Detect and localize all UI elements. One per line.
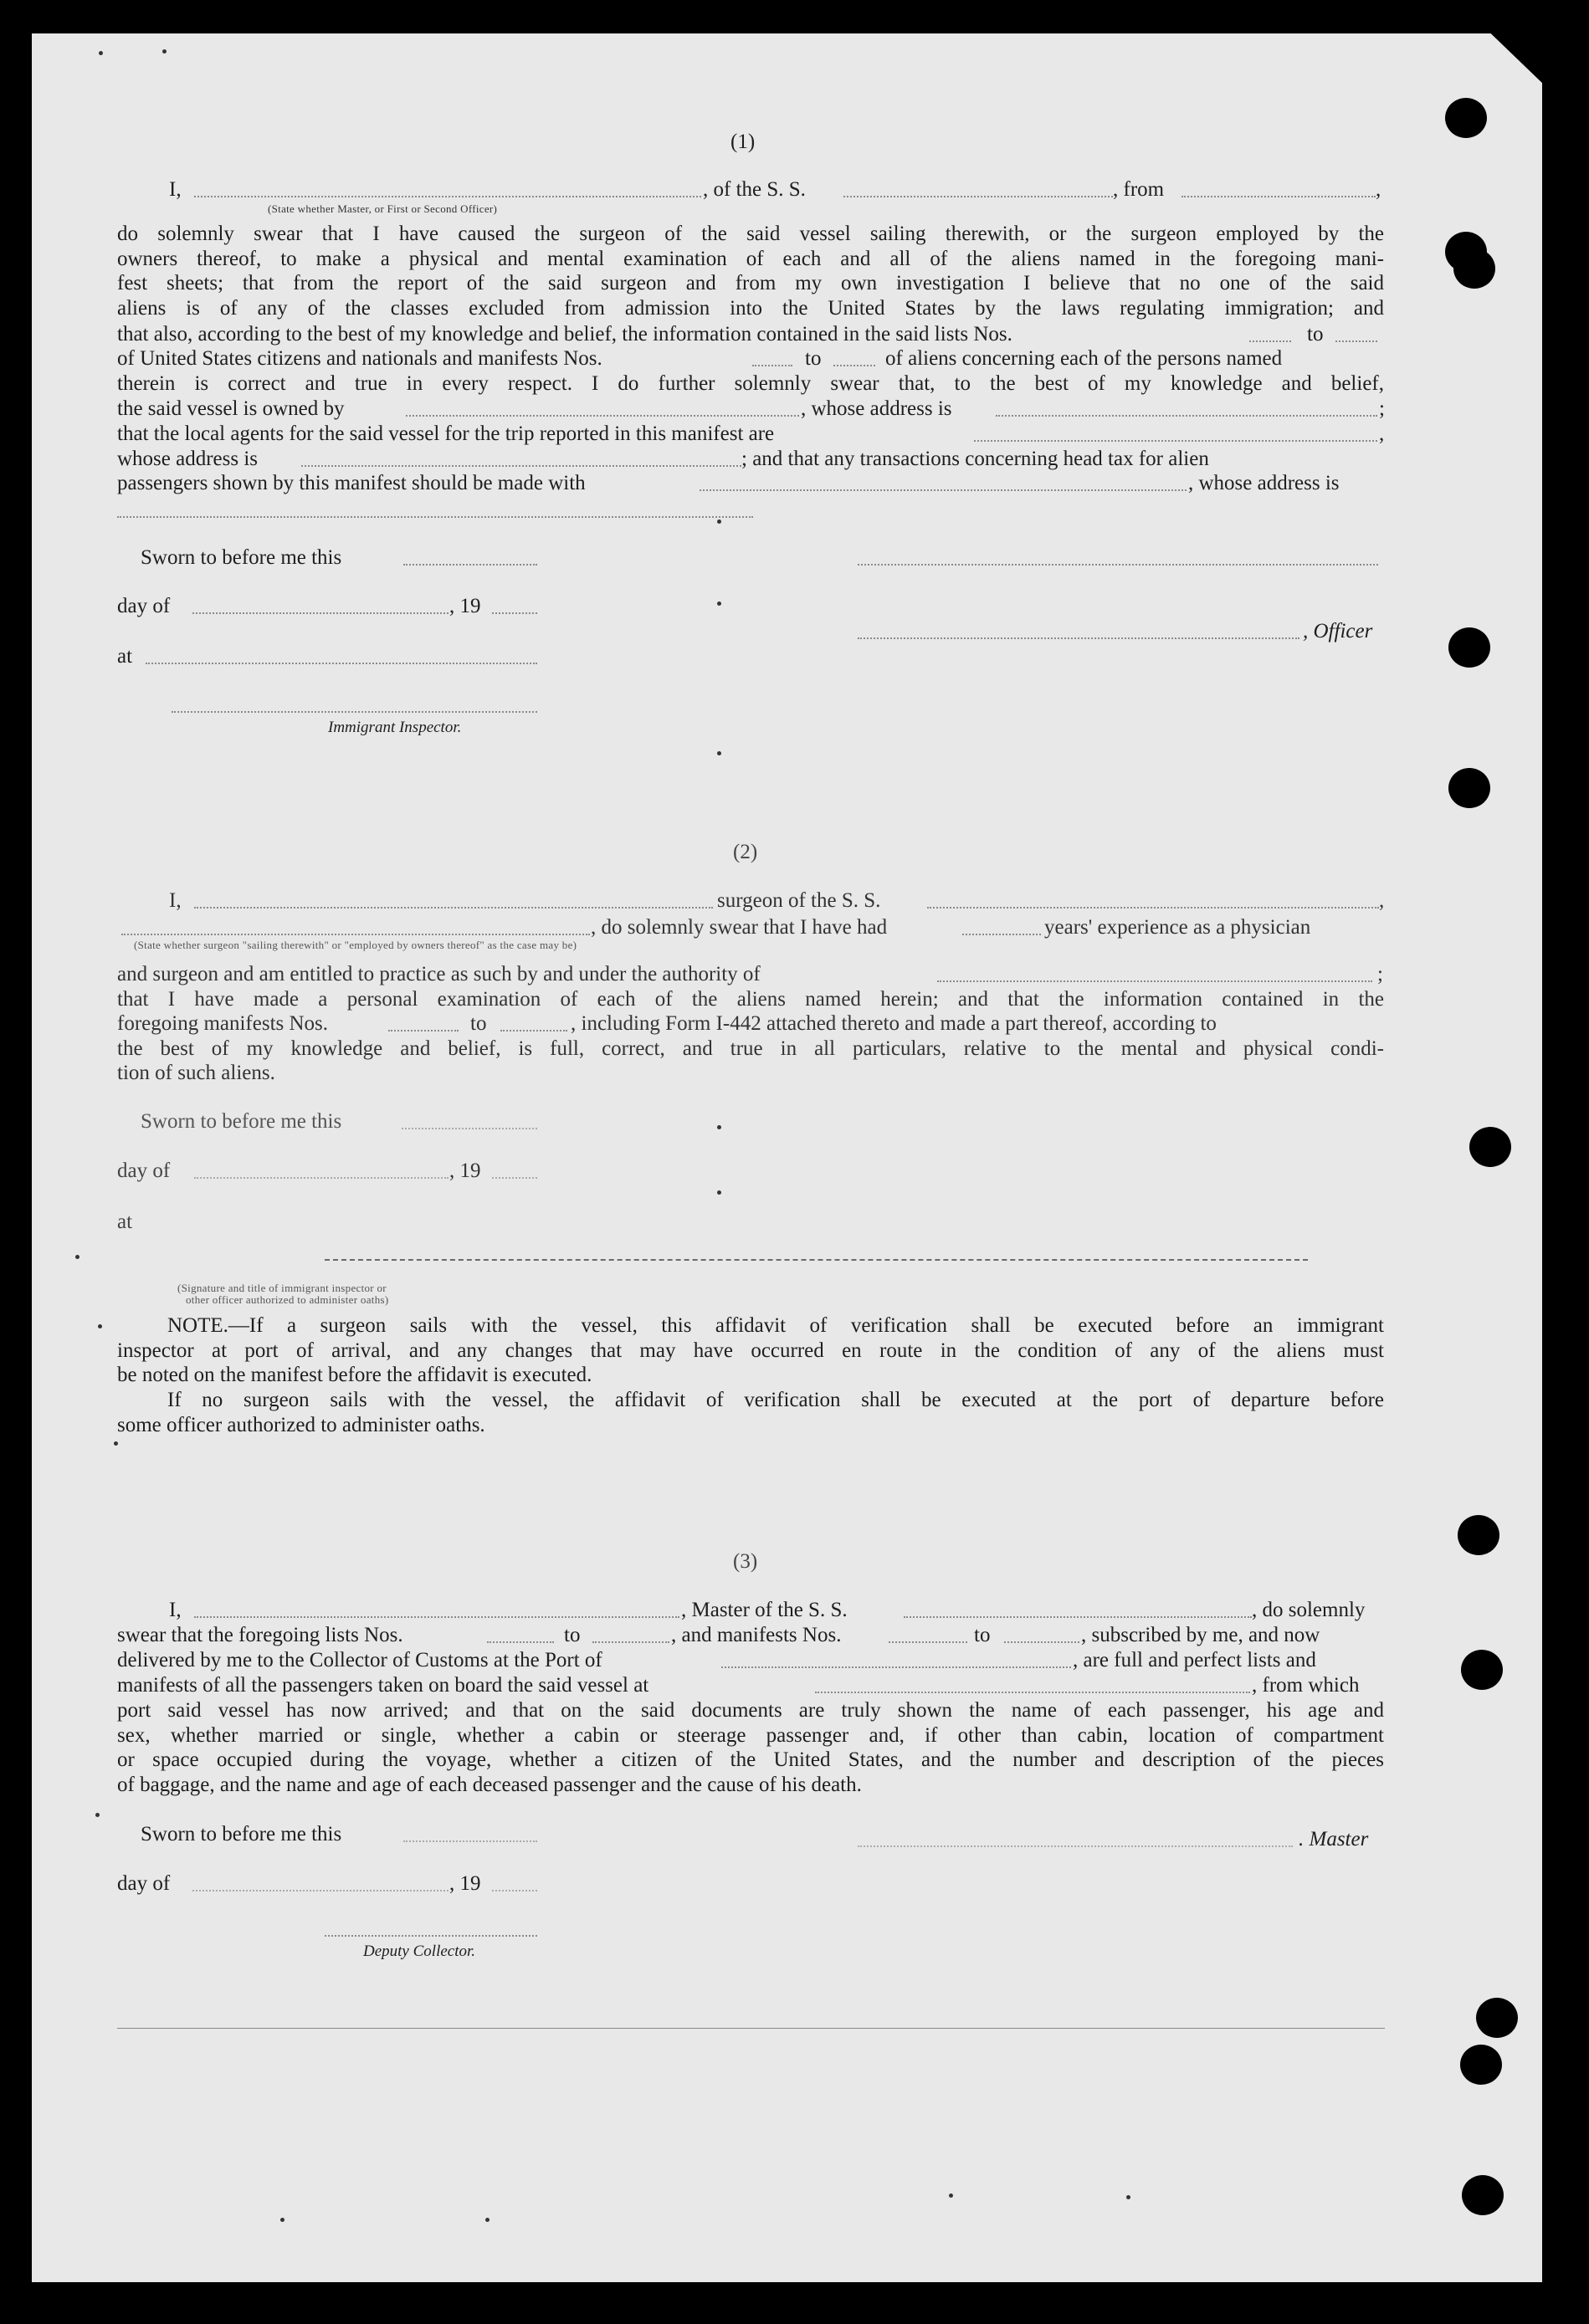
officer-signature-field-2[interactable] [858,637,1299,639]
master-of-label: , Master of the S. S. [681,1599,848,1621]
inspector-signature-field[interactable] [172,711,537,713]
day-of-field[interactable] [192,612,449,614]
officer-signature-field-1[interactable] [858,564,1378,566]
scan-speck [162,49,167,54]
scan-speck [717,751,721,755]
day-of-label-2: day of [117,1159,171,1182]
manifests-line-c: of aliens concerning each of the persons named [885,347,1283,370]
at-label: at [117,645,133,668]
swear-lists-a: swear that the foregoing lists Nos. [117,1624,403,1646]
paragraph-line: port said vessel has now arrived; and that on the said documents are truly shown the name of each passenger, his age and [117,1699,1384,1722]
day-of-field-3[interactable] [192,1890,449,1891]
section-2-number: (2) [733,841,758,863]
officer-label: , Officer [1303,620,1373,642]
section-2-i-label: I, [169,889,182,912]
citizen-lists-from-field[interactable] [1249,340,1291,342]
scan-speck [717,1125,721,1129]
binder-hole [1458,1515,1499,1555]
lists-line-a: that also, according to the best of my knowledge and belief, the information contained in the said lists Nos. [117,323,1012,346]
years-field[interactable] [962,934,1041,935]
section-3-manifests-to-field[interactable] [1004,1641,1079,1643]
surgeon-manifests-from-field[interactable] [388,1030,459,1031]
scan-speck [75,1255,79,1259]
from-port-field[interactable] [1181,196,1376,197]
deputy-signature-field[interactable] [325,1935,537,1937]
signature-note-1: (Signature and title of immigrant inspector or [177,1282,387,1294]
deputy-collector-caption: Deputy Collector. [363,1943,476,1960]
of-ss-label: , of the S. S. [703,178,806,201]
delivered-line-b: , are full and perfect lists and [1073,1649,1316,1671]
agents-line-b: , [1379,422,1385,445]
role-note: (State whether Master, or First or Second Officer) [268,202,498,215]
boarding-port-field[interactable] [815,1692,1250,1693]
surgeon-name-field[interactable] [194,907,713,909]
year-field[interactable] [492,612,537,614]
passengers-line-a: passengers shown by this manifest should be made with [117,472,586,494]
scan-speck [99,51,103,55]
head-tax-line: ; and that any transactions concerning head tax for alien [741,448,1209,470]
section-3-paragraph [117,1698,1384,1798]
surgeon-note: (State whether surgeon "sailing therewith" or "employed by owners thereof" as the case may be) [134,939,577,951]
sworn-day-field-2[interactable] [402,1128,537,1129]
subscribed-label: , subscribed by me, and now [1081,1624,1320,1646]
year-label-2: , 19 [449,1159,481,1182]
manifests-line-a: of United States citizens and nationals and manifests Nos. [117,347,602,370]
owner-field[interactable] [406,415,799,417]
bottom-rule [117,2028,1385,2029]
manifests-all-line-a: manifests of all the passengers taken on board the said vessel at [117,1674,649,1697]
manifests-from-field[interactable] [752,365,792,366]
delivered-line-a: delivered by me to the Collector of Customs at the Port of [117,1649,602,1671]
signature-line [325,1259,1308,1261]
do-solemnly-label: , do solemnly [1252,1599,1366,1621]
years-experience-label: years' experience as a physician [1044,916,1311,939]
surgeon-manifests-to-field[interactable] [500,1030,567,1031]
section-1-paragraph [117,222,1384,321]
vessel-name-field[interactable] [843,196,1113,197]
form-i442-line: , including Form I-442 attached thereto and made a part thereof, according to [571,1012,1217,1035]
head-tax-address-field[interactable] [117,516,753,518]
section-3-i-label: I, [169,1599,182,1621]
agents-address-label: whose address is [117,448,259,470]
manifests-to-field[interactable] [833,365,875,366]
at-field[interactable] [146,663,537,664]
lists-line-to: to [1307,323,1324,346]
passengers-line-b: , whose address is [1188,472,1340,494]
immigrant-inspector-caption: Immigrant Inspector. [328,719,462,736]
agents-line-a: that the local agents for the said vessel for the trip reported in this manifest are [117,422,775,445]
section-3-master-field[interactable] [194,1616,679,1618]
note-line-4: If no surgeon sails with the vessel, the affidavit of verification shall be executed at the port of departure before [167,1389,1384,1412]
binder-hole [1445,98,1487,138]
scan-speck [280,2218,284,2222]
paragraph-line: of baggage, and the name and age of each deceased passenger and the cause of his death. [117,1774,862,1797]
section-1-line-7: therein is correct and true in every respect. I do further solemnly swear that, to the best of my knowledge and belief, [117,372,1384,395]
day-of-label: day of [117,595,171,617]
from-label: , from [1113,178,1165,201]
comma: , [1376,178,1381,201]
authority-end: ; [1377,963,1383,985]
owner-line-a: the said vessel is owned by [117,397,345,420]
note-heading: NOTE. [167,1314,228,1337]
surgeon-of-label: surgeon of the S. S. [717,889,881,912]
paragraph-line: aliens is of any of the classes excluded from admission into the United States by the laws regulating immigration; and [117,297,1384,320]
section-3-manifests-from-field[interactable] [889,1641,967,1643]
agents-address-field[interactable] [301,465,741,467]
scan-speck [717,520,721,524]
binder-hole [1448,768,1490,808]
authority-line: and surgeon and am entitled to practice as such by and under the authority of [117,963,761,985]
scan-speck [114,1441,118,1446]
scan-speck [1126,2195,1130,2199]
sworn-label: Sworn to before me this [141,546,342,569]
binder-hole [1453,248,1495,289]
owner-address-field[interactable] [996,415,1377,417]
swear-manifests: , and manifests Nos. [671,1624,842,1646]
sworn-day-field[interactable] [403,564,537,566]
solemnly-label: , do solemnly swear that I have had [591,916,888,939]
year-label-3: , 19 [449,1872,481,1895]
scan-speck [717,601,721,606]
swear-lists-to: to [564,1624,581,1646]
paragraph-line: or space occupied during the voyage, whether a citizen of the United States, and the number and description of the pieces [117,1748,1384,1772]
section-3-vessel-field[interactable] [904,1616,1252,1618]
binder-hole [1460,2045,1502,2085]
swear-manifests-to: to [974,1624,991,1646]
foregoing-manifests-to: to [470,1012,487,1035]
section-2-line-4: the best of my knowledge and belief, is full, correct, and true in all particulars, relative to the mental and physical condi- [117,1037,1384,1060]
head-tax-agent-field[interactable] [700,489,1187,491]
year-field-3[interactable] [492,1890,537,1891]
note-block [117,1313,1384,1437]
comma: , [1379,889,1385,912]
note-line-1: —If a surgeon sails with the vessel, this affidavit of verification shall be executed before an immigrant [228,1314,1384,1337]
manifests-line-to: to [805,347,822,370]
paragraph-line: fest sheets; that from the report of the said surgeon and from my own investigation I believe that no one of the said [117,272,1384,295]
binder-hole [1448,627,1490,668]
paragraph-line: owners thereof, to make a physical and mental examination of each and all of the aliens named in the foregoing mani- [117,247,1384,270]
citizen-lists-to-field[interactable] [1335,340,1377,342]
year-field-2[interactable] [492,1177,537,1179]
master-label: . Master [1299,1828,1369,1850]
section-2-line-2: that I have made a personal examination of each of the aliens named herein; and that the information contained in the [117,988,1384,1011]
section-3-lists-from-field[interactable] [487,1641,554,1643]
owner-line-c: ; [1379,397,1385,420]
scan-speck [949,2193,953,2198]
note-line-2: inspector at port of arrival, and any changes that may have occurred en route in the condition of any of the aliens must [117,1339,1384,1362]
note-line-5: some officer authorized to administer oaths. [117,1413,485,1436]
port-field[interactable] [721,1666,1071,1668]
authority-field[interactable] [937,980,1372,982]
surgeon-type-field[interactable] [121,934,590,935]
day-of-label-3: day of [117,1872,171,1895]
binder-hole [1476,1998,1518,2038]
surgeon-vessel-field[interactable] [927,907,1379,909]
scan-speck [95,1813,100,1817]
paragraph-line: do solemnly swear that I have caused the surgeon of the said vessel sailing therewith, or the surgeon employed by the [117,223,1384,245]
scan-speck [717,1190,721,1195]
agents-field[interactable] [974,440,1377,442]
year-label: , 19 [449,595,481,617]
sworn-day-field-3[interactable] [403,1840,537,1842]
binder-hole [1469,1127,1511,1167]
paragraph-line: sex, whether married or single, whether a cabin or steerage passenger and, if other than cabin, location of compartment [117,1723,1384,1747]
sworn-label-3: Sworn to before me this [141,1823,342,1845]
binder-hole [1461,1650,1503,1690]
section-1-i-label: I, [169,178,182,201]
binder-hole [1462,2175,1504,2215]
day-of-field-2[interactable] [194,1177,449,1179]
master-signature-field[interactable] [858,1845,1293,1847]
section-3-number: (3) [733,1550,758,1573]
signature-note-2: other officer authorized to administer oaths) [186,1293,389,1306]
owner-line-b: , whose address is [801,397,952,420]
at-label-2: at [117,1211,133,1233]
foregoing-manifests-line-a: foregoing manifests Nos. [117,1012,329,1035]
master-name-field[interactable] [194,196,701,197]
sworn-label-2: Sworn to before me this [141,1110,342,1133]
scan-speck [98,1324,102,1328]
note-line-3: be noted on the manifest before the affidavit is executed. [117,1364,592,1387]
section-2-line-5: tion of such aliens. [117,1062,275,1084]
manifests-all-line-b: , from which [1252,1674,1360,1697]
scan-speck [485,2218,490,2222]
section-3-lists-to-field[interactable] [592,1641,669,1643]
section-1-number: (1) [730,131,756,153]
